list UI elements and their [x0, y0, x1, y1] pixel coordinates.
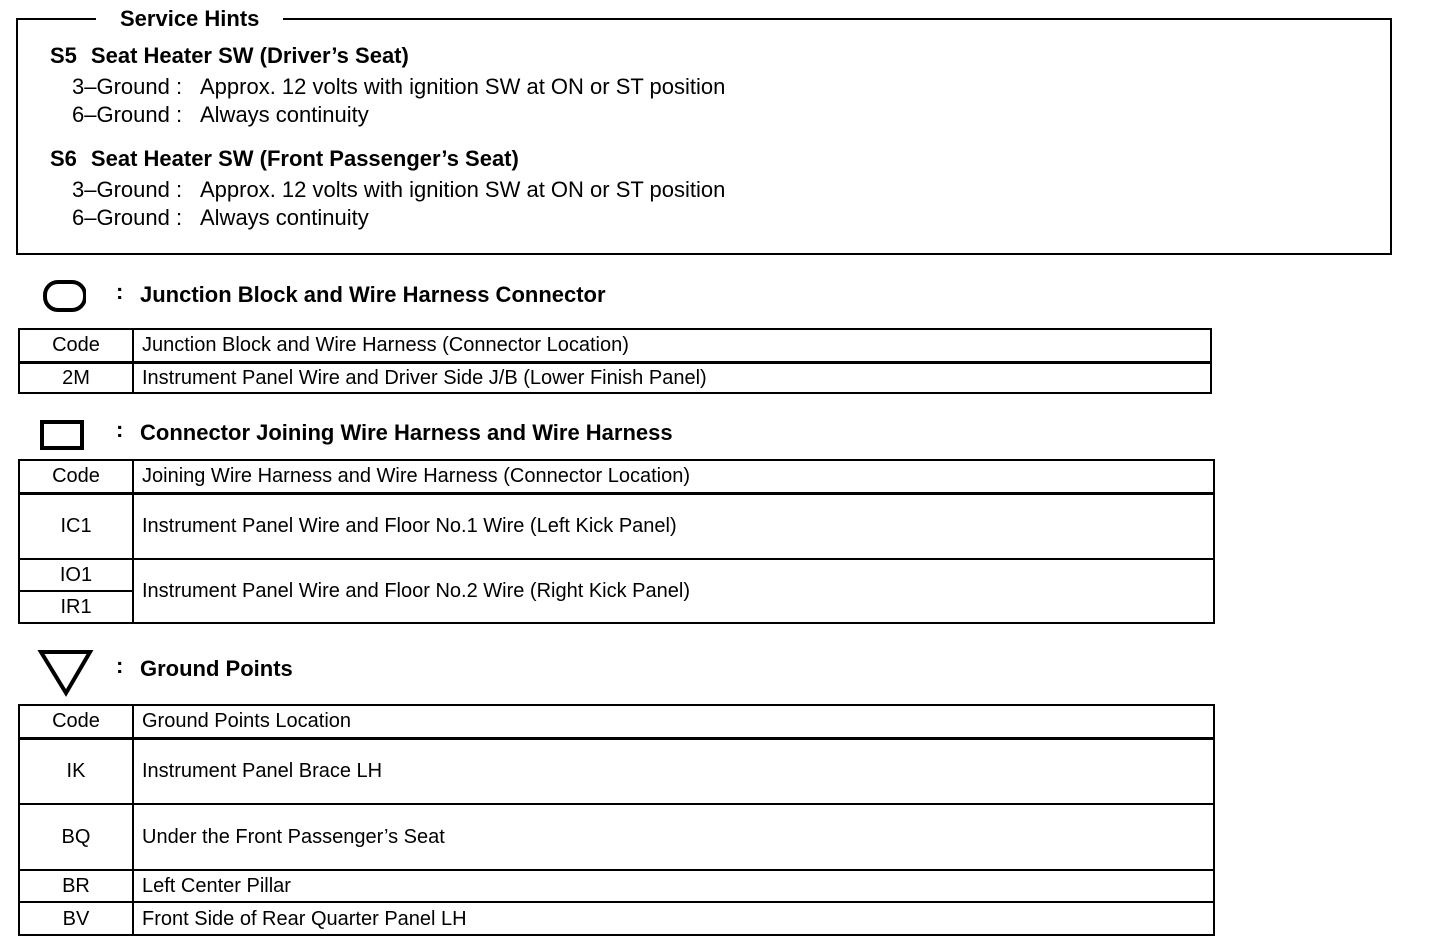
- connector-table: [18, 459, 1215, 624]
- table-header-row: [19, 329, 1211, 362]
- header-code: Code: [19, 460, 133, 493]
- header-desc: Junction Block and Wire Harness (Connector Location): [133, 329, 1211, 362]
- row-desc: Under the Front Passenger’s Seat: [133, 804, 1214, 870]
- hint-desc: Always continuity: [200, 102, 369, 127]
- ground-section-header: [36, 648, 936, 698]
- ground-table: [18, 704, 1215, 936]
- junction-section-header: [36, 276, 936, 326]
- table-row: [19, 870, 1214, 902]
- section-title: Junction Block and Wire Harness Connector: [140, 282, 606, 307]
- hint-term: 6–Ground :: [72, 205, 183, 230]
- section-colon: :: [116, 417, 124, 442]
- hint-name: Seat Heater SW (Front Passenger’s Seat): [90, 146, 519, 171]
- service-hints-box: [16, 6, 1392, 255]
- row-code: IC1: [19, 493, 133, 559]
- hint-desc: Approx. 12 volts with ignition SW at ON or ST position: [200, 74, 726, 99]
- hint-line: [72, 176, 725, 204]
- row-code: BV: [19, 902, 133, 935]
- hint-desc: Always continuity: [200, 205, 369, 230]
- section-title: Connector Joining Wire Harness and Wire Harness: [140, 420, 673, 445]
- row-code: BR: [19, 870, 133, 902]
- row-code: IR1: [19, 591, 133, 623]
- table-header-row: [19, 460, 1214, 493]
- junction-table: [18, 328, 1212, 394]
- hint-term: 3–Ground :: [72, 177, 183, 202]
- row-desc: Front Side of Rear Quarter Panel LH: [133, 902, 1214, 935]
- row-desc: Left Center Pillar: [133, 870, 1214, 902]
- row-desc: Instrument Panel Wire and Driver Side J/B (Lower Finish Panel): [133, 362, 1211, 393]
- connector-section-header: [36, 414, 936, 464]
- section-title: Ground Points: [140, 656, 293, 681]
- hint-heading-s6: [50, 145, 519, 173]
- row-desc: Instrument Panel Wire and Floor No.1 Wire (Left Kick Panel): [133, 493, 1214, 559]
- hint-heading-s5: [50, 42, 409, 70]
- section-colon: :: [116, 279, 124, 304]
- table-row: [19, 493, 1214, 559]
- hint-code: S5: [50, 43, 77, 68]
- row-desc: Instrument Panel Brace LH: [133, 738, 1214, 804]
- table-header-row: [19, 705, 1214, 738]
- rounded-rect-icon: [36, 278, 86, 316]
- row-code: 2M: [19, 362, 133, 393]
- table-row: [19, 738, 1214, 804]
- table-row: [19, 804, 1214, 870]
- rectangle-icon: [36, 418, 86, 456]
- row-code: IO1: [19, 559, 133, 591]
- header-code: Code: [19, 329, 133, 362]
- hint-term: 3–Ground :: [72, 74, 183, 99]
- hint-desc: Approx. 12 volts with ignition SW at ON or ST position: [200, 177, 726, 202]
- hint-line: [72, 73, 725, 101]
- row-desc: Instrument Panel Wire and Floor No.2 Wire (Right Kick Panel): [133, 559, 1214, 623]
- triangle-down-icon: [36, 648, 96, 698]
- row-code: BQ: [19, 804, 133, 870]
- hint-term: 6–Ground :: [72, 102, 183, 127]
- service-hints-title: Service Hints: [96, 4, 283, 34]
- header-desc: Ground Points Location: [133, 705, 1214, 738]
- hint-code: S6: [50, 146, 77, 171]
- hint-name: Seat Heater SW (Driver’s Seat): [90, 43, 409, 68]
- table-row: [19, 902, 1214, 935]
- hint-line: [72, 204, 369, 232]
- hint-line: [72, 101, 369, 129]
- section-colon: :: [116, 653, 124, 678]
- header-code: Code: [19, 705, 133, 738]
- row-code: IK: [19, 738, 133, 804]
- table-row: [19, 362, 1211, 393]
- table-row: [19, 559, 1214, 591]
- header-desc: Joining Wire Harness and Wire Harness (Connector Location): [133, 460, 1214, 493]
